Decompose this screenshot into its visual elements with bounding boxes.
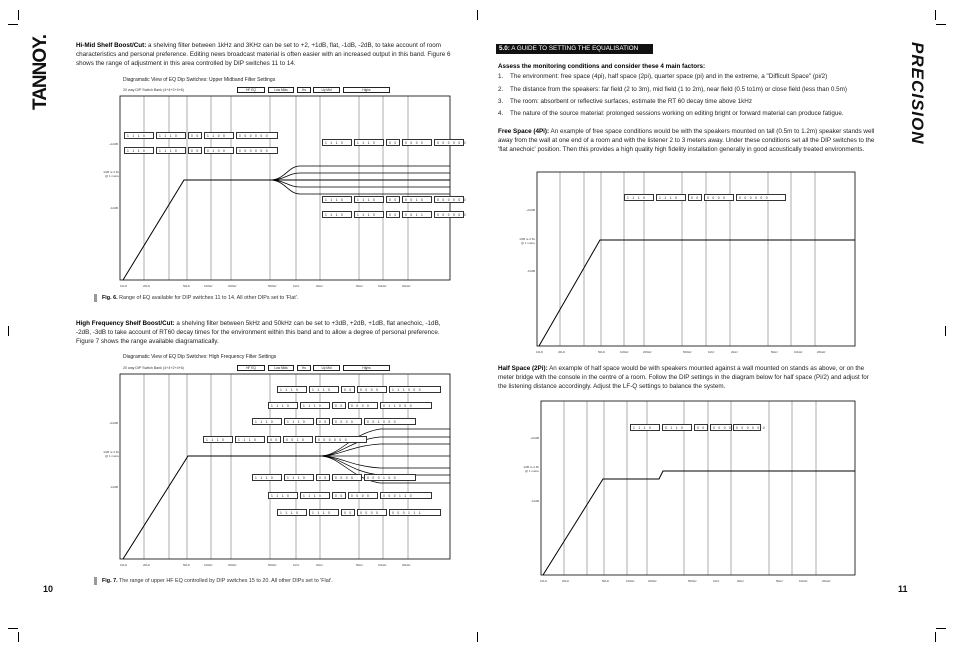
- fig6-xtick: 200Hz: [228, 284, 237, 288]
- page-number-left: 10: [43, 584, 54, 594]
- dip-hs: 0 0: [694, 424, 708, 431]
- fig6-label-lowmids: Low Mids: [268, 87, 294, 93]
- crop-mark: [477, 10, 478, 20]
- dip-hfeq: 1 1 1 0: [630, 424, 660, 431]
- fig9-xtick: 500Hz: [688, 579, 697, 583]
- dip-hfeq: 1 1 1 0: [252, 418, 282, 425]
- dip-highs: 0 0 0 1 1 1: [389, 509, 441, 516]
- fig6-caption: [102, 295, 298, 301]
- factor-number: 3.: [498, 98, 504, 105]
- fig6-label-upmid: Up Mid: [313, 87, 340, 93]
- fig6-xtick: 10Hz: [120, 284, 128, 288]
- dip-lowmids: 1 1 1 0: [284, 418, 314, 425]
- dip-upmid: 0 1 0 0: [204, 147, 234, 154]
- factor-text: The room: absorbent or reflective surfaces, estimate the RT 60 decay time above 1kHz: [510, 98, 752, 105]
- fig7-xtick: 10kHz: [378, 563, 387, 567]
- fig9-xtick: 10Hz: [540, 579, 548, 583]
- crop-mark: [8, 326, 9, 336]
- hi-mid-text: a shelving filter between 1kHz and 3KHz can be set to +2, +1dB, flat, -1dB, -2dB, to take account of room characteristics and personal preference. Editing news broadcast material is often easier with an increased output in this band. Figure 6 shows the range of adjustment in this area controlled by DIP switches 11 to 14.: [76, 42, 451, 68]
- fig8-xtick: 10kHz: [794, 350, 803, 354]
- fig9-xtick: 1khz: [713, 579, 720, 583]
- fig8-xtick: 20kHz: [817, 350, 826, 354]
- fig8-xtick: 1khz: [708, 350, 715, 354]
- fig6-label-highs: Highs: [343, 87, 390, 93]
- factor-number: 1.: [498, 73, 504, 80]
- fig7-label-upmid: Up Mid: [313, 365, 340, 371]
- dip-highs: 0 0 0 1 1 0: [380, 492, 432, 499]
- fig7-xtick: 2kHz: [316, 563, 323, 567]
- fig7-ylabel-0db: 0dB re 2.8v @ 1 metre: [103, 450, 119, 458]
- half-space-lead: Half Space (2Pi):: [498, 365, 548, 372]
- hf-lead: High Frequency Shelf Boost/Cut:: [76, 320, 175, 327]
- fig7-ylabel-minus10: -10dB: [109, 485, 118, 489]
- dip-hfeq: 1 1 1 0: [252, 474, 282, 481]
- fig7-xtick: 10Hz: [120, 563, 128, 567]
- dip-upmid: 0 0 0 0: [357, 386, 387, 393]
- dip-highs: 0 0 0 0 0 0: [736, 194, 786, 201]
- crop-mark: [935, 10, 936, 20]
- dip-hs: 0 0: [267, 436, 281, 443]
- fig8-xtick: 20Hz: [558, 350, 566, 354]
- dip-highs: 0 0 0 0 0 0: [434, 196, 464, 203]
- crop-mark: [935, 632, 936, 642]
- dip-lowmids: 1 1 1 0: [354, 139, 384, 146]
- dip-lowmids: 0 1 1 0: [662, 424, 692, 431]
- fig6-caption-text: Range of EQ available for DIP switches 11 to 14. All other DIPs set to 'Flat'.: [117, 295, 299, 301]
- fig9-xtick: 5kHz: [776, 579, 783, 583]
- fig7-xtick: 20Hz: [143, 563, 151, 567]
- fig9-xtick: 10kHz: [799, 579, 808, 583]
- dip-highs: 0 0 0 0 0 0: [434, 211, 464, 218]
- fig7-label-hs: Hs: [297, 365, 311, 371]
- free-space-lead: Free Space (4Pi):: [498, 128, 550, 135]
- fig7-label-lowmids: Low Mids: [268, 365, 294, 371]
- dip-lowmids: 1 1 1 0: [309, 386, 339, 393]
- free-space-paragraph: [498, 127, 878, 155]
- fig7-xtick: 1khz: [293, 563, 300, 567]
- section-title: A GUIDE TO SETTING THE EQUALISATION: [509, 45, 639, 52]
- dip-hs: 0 0: [188, 147, 202, 154]
- dip-lowmids: 1 1 1 0: [309, 509, 339, 516]
- section-number: 5.0:: [499, 45, 510, 52]
- dip-hs: 0 0: [188, 132, 202, 139]
- factor-text: The nature of the source material: prolonged sessions working on editing bright or forward material can produce fatigue.: [510, 110, 844, 117]
- dip-hfeq: 1 1 1 0: [124, 147, 154, 154]
- dip-lowmids: 1 1 1 0: [354, 196, 384, 203]
- dip-hfeq: 1 1 1 0: [322, 211, 352, 218]
- fig6-label-hfeq: HF EQ: [237, 87, 265, 93]
- dip-upmid: 0 0 0 0: [332, 418, 362, 425]
- factor-number: 4.: [498, 110, 504, 117]
- fig6-ylabel-minus10: -10dB: [109, 206, 118, 210]
- fig8-xtick: 500Hz: [683, 350, 692, 354]
- dip-highs: 0 0 0 1 0 0: [364, 474, 416, 481]
- factor-number: 2.: [498, 86, 504, 93]
- section-header: [496, 44, 653, 54]
- half-space-text: An example of half space would be with speakers mounted against a wall mounted on stands as above, or on the meter bridge with the console in the centre of a room. Follow the DIP settings in the diagram below for half space (Pi/2) and adjust for the listening distance accordingly. Adjust the LF-Q settings to balance the system.: [498, 365, 869, 391]
- dip-hs: 0 0: [332, 402, 346, 409]
- dip-hfeq: 1 1 1 0: [203, 436, 233, 443]
- dip-upmid: 0 0 0 0: [357, 509, 387, 516]
- dip-hfeq: 1 1 1 0: [277, 509, 307, 516]
- fig6-ylabel-0db: 0dB re 2.8v @ 1 metre: [103, 170, 119, 178]
- dip-hfeq: 1 1 1 0: [322, 139, 352, 146]
- free-space-text: An example of free space conditions would be with the speakers mounted on tall (0.5m to 1.2m) speaker stands well away from the wall at one end of a room and with the listener 2 to 3 meters away. Under these conditions set all the DIP switches to the 'flat anechoic' position. Then this provides a high quality high fidelity installation generally in good acoustically treated environments.: [498, 128, 875, 154]
- dip-hs: 0 0: [386, 196, 400, 203]
- dip-upmid: 0 0 0 0: [348, 402, 378, 409]
- dip-lowmids: 1 1 1 0: [300, 402, 330, 409]
- factor-item: [498, 85, 888, 94]
- precision-logo: PRECISION: [908, 42, 927, 145]
- fig9-xtick: 2kHz: [737, 579, 744, 583]
- hf-paragraph: [76, 319, 452, 347]
- dip-hs: 0 0: [316, 418, 330, 425]
- crop-mark: [18, 10, 19, 20]
- fig7-xtick: 5kHz: [356, 563, 363, 567]
- dip-highs: 0 0 0 0 0 0: [733, 424, 761, 431]
- dip-lowmids: 1 1 1 0: [156, 147, 186, 154]
- fig7-xtick: 100Hz: [204, 563, 213, 567]
- fig8-xtick: 100Hz: [620, 350, 629, 354]
- hf-text: a shelving filter between 5kHz and 50kHz can be set to +3dB, +2dB, +1dB, flat anechoic, -1dB, -2dB, -3dB to take account of RT60 decay times for the environment within this band and to allow a degree of personal preference. Figure 7 shows the range available diagramatically.: [76, 320, 441, 346]
- dip-hs: 0 0: [688, 194, 702, 201]
- dip-lowmids: 1 1 1 0: [284, 474, 314, 481]
- factor-item: [498, 97, 888, 106]
- dip-lowmids: 1 1 1 0: [235, 436, 265, 443]
- fig7-xtick: 500Hz: [268, 563, 277, 567]
- dip-upmid: 1 1 0 0: [204, 132, 234, 139]
- crop-mark: [936, 24, 946, 25]
- dip-highs: 1 1 1 0 0 0: [389, 386, 441, 393]
- fig7-caption-label: Fig. 7.: [102, 578, 118, 584]
- fig6-title: Diagramatic View of EQ Dip Switches: Upper Midband Filter Settings: [123, 77, 276, 83]
- dip-upmid: 0 0 1 0: [283, 436, 313, 443]
- dip-lowmids: 1 1 1 0: [656, 194, 686, 201]
- fig9-xtick: 100Hz: [626, 579, 635, 583]
- fig6-xtick: 2kHz: [316, 284, 323, 288]
- dip-upmid: 0 0 0 0: [348, 492, 378, 499]
- fig8-ylabel-plus10: +10dB: [526, 208, 535, 212]
- fig6-graph: [120, 96, 450, 281]
- fig6-xtick: 20kHz: [402, 284, 411, 288]
- dip-upmid: 0 0 0 0: [332, 474, 362, 481]
- fig9-xtick: 200Hz: [648, 579, 657, 583]
- fig6-xtick: 5kHz: [356, 284, 363, 288]
- crop-mark: [18, 632, 19, 642]
- fig8-xtick: 5kHz: [771, 350, 778, 354]
- fig7-bank-label: 20 way DIP Switch Bank (4+4+2+4+6): [123, 366, 184, 370]
- factor-item: [498, 72, 888, 81]
- fig6-xtick: 10kHz: [378, 284, 387, 288]
- fig7-label-highs: Highs: [343, 365, 390, 371]
- dip-highs: 0 0 0 0 0 0: [315, 436, 367, 443]
- dip-upmid: 0 0 1 1: [402, 211, 432, 218]
- half-space-paragraph: [498, 364, 878, 392]
- dip-hfeq: 1 1 1 0: [268, 492, 298, 499]
- crop-mark: [8, 24, 18, 25]
- fig8-ylabel-0db: 0dB re 2.8v @ 1 metre: [519, 237, 535, 245]
- fig7-xtick: 200Hz: [228, 563, 237, 567]
- dip-highs: 0 0 0 0 0 0: [236, 132, 278, 139]
- dip-highs: 0 0 0 0 0 0: [434, 139, 464, 146]
- fig9-xtick: 20Hz: [562, 579, 570, 583]
- dip-upmid: 0 0 0 0: [402, 139, 432, 146]
- dip-upmid: 0 0 0 0: [710, 424, 732, 431]
- dip-lowmids: 1 1 1 0: [300, 492, 330, 499]
- fig8-xtick: 50Hz: [598, 350, 606, 354]
- fig9-xtick: 50Hz: [602, 579, 610, 583]
- fig8-ylabel-minus10: -10dB: [526, 269, 535, 273]
- fig6-caption-bar: [94, 294, 97, 302]
- dip-hs: 0 0: [316, 474, 330, 481]
- dip-hs: 0 0: [332, 492, 346, 499]
- fig6-label-hs: Hs: [297, 87, 311, 93]
- fig7-caption-bar: [94, 577, 97, 585]
- fig6-xtick: 50Hz: [183, 284, 191, 288]
- fig6-xtick: 500Hz: [268, 284, 277, 288]
- page-number-right: 11: [898, 584, 908, 594]
- fig7-xtick: 20kHz: [402, 563, 411, 567]
- dip-hs: 0 0: [386, 139, 400, 146]
- fig9-ylabel-0db: 0dB re 2.8v @ 1 metre: [523, 465, 539, 473]
- fig7-caption: [102, 578, 333, 584]
- fig7-label-hfeq: HF EQ: [237, 365, 265, 371]
- assess-heading: Assess the monitoring conditions and consider these 4 main factors:: [498, 63, 706, 70]
- fig7-caption-text: The range of upper HF EQ controlled by DIP switches 15 to 20. All other DIPs set to 'Flat'.: [117, 578, 333, 584]
- factor-text: The environment: free space (4pi), half space (2pi), quarter space (pi) and in the extreme, a "Difficult Space" (pi/2): [510, 73, 828, 80]
- factor-text: The distance from the speakers: far field (2 to 3m), mid field (1 to 2m), near field (0.5 to1m) or close field (less than 0.5m): [510, 86, 848, 93]
- hi-mid-lead: Hi-Mid Shelf Boost/Cut:: [76, 42, 147, 49]
- fig8-xtick: 10Hz: [536, 350, 544, 354]
- crop-mark: [8, 628, 18, 629]
- dip-hfeq: 1 1 1 0: [624, 194, 654, 201]
- dip-hs: 0 0: [341, 509, 355, 516]
- tannoy-logo: TANNOY.: [30, 35, 51, 110]
- fig6-xtick: 1khz: [293, 284, 300, 288]
- dip-hs: 0 0: [341, 386, 355, 393]
- fig8-xtick: 2kHz: [731, 350, 738, 354]
- fig6-xtick: 20Hz: [143, 284, 151, 288]
- dip-hs: 0 0: [386, 211, 400, 218]
- dip-highs: 0 0 0 0 0 0: [236, 147, 278, 154]
- dip-hfeq: 1 1 1 0: [124, 132, 154, 139]
- dip-lowmids: 1 1 1 0: [156, 132, 186, 139]
- crop-mark: [477, 632, 478, 642]
- dip-highs: 0 0 1 0 0 0: [364, 418, 416, 425]
- fig9-xtick: 20kHz: [822, 579, 831, 583]
- fig6-caption-label: Fig. 6.: [102, 295, 118, 301]
- dip-hfeq: 1 1 1 0: [322, 196, 352, 203]
- fig9-ylabel-minus10: -10dB: [530, 499, 539, 503]
- fig8-xtick: 200Hz: [643, 350, 652, 354]
- dip-highs: 0 1 1 0 0 0: [380, 402, 432, 409]
- fig6-bank-label: 20 way DIP Switch Bank (4+4+2+4+6): [123, 88, 184, 92]
- factor-item: [498, 109, 888, 118]
- crop-mark: [936, 628, 946, 629]
- fig9-ylabel-plus10: +10dB: [530, 436, 539, 440]
- fig7-title: Diagramatic View of EQ Dip Switches: High Frequency Filter Settings: [123, 354, 277, 360]
- dip-upmid: 0 0 1 0: [402, 196, 432, 203]
- dip-hfeq: 1 1 1 0: [268, 402, 298, 409]
- fig7-ylabel-plus10: +10dB: [109, 421, 118, 425]
- fig7-xtick: 50Hz: [183, 563, 191, 567]
- dip-lowmids: 1 1 1 0: [354, 211, 384, 218]
- dip-hfeq: 1 1 1 0: [277, 386, 307, 393]
- hi-mid-paragraph: [76, 41, 452, 69]
- crop-mark: [945, 326, 946, 336]
- dip-upmid: 0 0 0 0: [704, 194, 734, 201]
- fig6-ylabel-plus10: +10dB: [109, 142, 118, 146]
- fig6-xtick: 100Hz: [204, 284, 213, 288]
